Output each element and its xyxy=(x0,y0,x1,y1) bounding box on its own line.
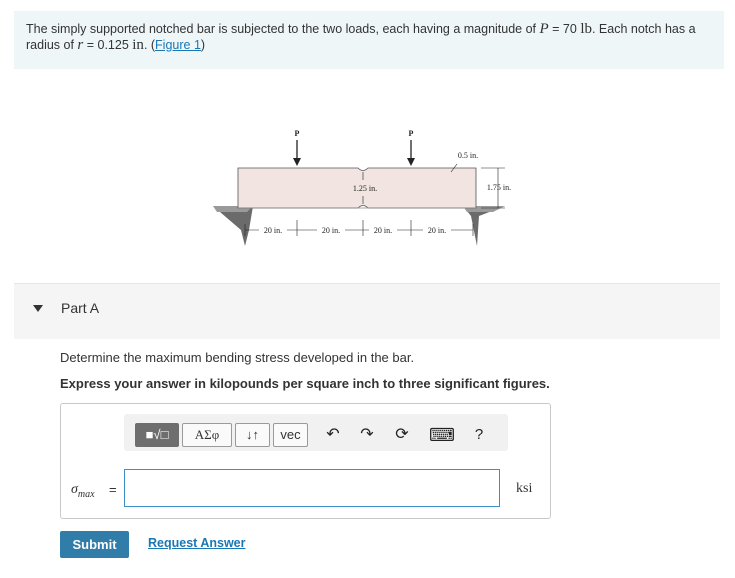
arrows-button[interactable]: ↓↑ xyxy=(235,423,270,447)
problem-text: = 0.125 xyxy=(83,38,133,52)
load-label-left: P xyxy=(294,129,300,138)
collapse-triangle-icon[interactable] xyxy=(33,305,43,312)
part-a-header[interactable] xyxy=(14,283,720,339)
problem-text: ) xyxy=(200,38,206,52)
math-toolbar xyxy=(124,414,508,451)
question-prompt: Determine the maximum bending stress developed in the bar. xyxy=(60,350,415,365)
redo-icon[interactable]: ↷ xyxy=(360,426,374,443)
help-icon[interactable]: ? xyxy=(474,426,484,443)
reduced-height-label: 1.25 in. xyxy=(352,184,378,193)
span-label-4: 20 in. xyxy=(427,226,447,235)
templates-button[interactable]: ■√□ xyxy=(135,423,179,447)
figure-link[interactable]: Figure 1 xyxy=(155,38,201,52)
answer-variable-label xyxy=(71,482,95,500)
answer-input[interactable] xyxy=(124,469,500,507)
request-answer-link[interactable]: Request Answer xyxy=(148,536,246,550)
span-label-2: 20 in. xyxy=(321,226,341,235)
variable-p: P xyxy=(539,21,549,37)
part-label: Part A xyxy=(61,300,100,316)
reset-icon[interactable]: ⟳ xyxy=(395,426,409,443)
answer-unit: ksi xyxy=(516,481,533,496)
load-label-right: P xyxy=(408,129,414,138)
span-label-3: 20 in. xyxy=(373,226,393,235)
unit-lb: lb xyxy=(580,21,592,37)
notched-bar-figure xyxy=(205,120,535,250)
greek-symbols-button[interactable]: ΑΣφ xyxy=(182,423,232,447)
span-label-1: 20 in. xyxy=(263,226,283,235)
vector-button[interactable]: vec xyxy=(273,423,308,447)
problem-text: . Each notch has a radius of xyxy=(26,22,696,52)
sigma-symbol: σ xyxy=(71,482,78,497)
problem-text: The simply supported notched bar is subjected to the two loads, each having a magnitude of xyxy=(26,22,540,36)
keyboard-icon[interactable]: ⌨ xyxy=(429,425,455,445)
problem-statement xyxy=(14,11,724,69)
height-label: 1.75 in. xyxy=(486,183,512,192)
notch-depth-label: 0.5 in. xyxy=(457,151,479,160)
question-instruction: Express your answer in kilopounds per square inch to three significant figures. xyxy=(60,376,550,391)
problem-text: = 70 xyxy=(548,22,581,36)
problem-text: . ( xyxy=(143,38,156,52)
undo-icon[interactable]: ↶ xyxy=(326,426,340,443)
answer-panel xyxy=(60,403,551,519)
submit-button[interactable]: Submit xyxy=(60,531,129,558)
sigma-subscript: max xyxy=(77,488,95,500)
variable-r: r xyxy=(77,37,84,53)
unit-in: in xyxy=(132,37,144,53)
equals-sign: = xyxy=(109,482,117,497)
